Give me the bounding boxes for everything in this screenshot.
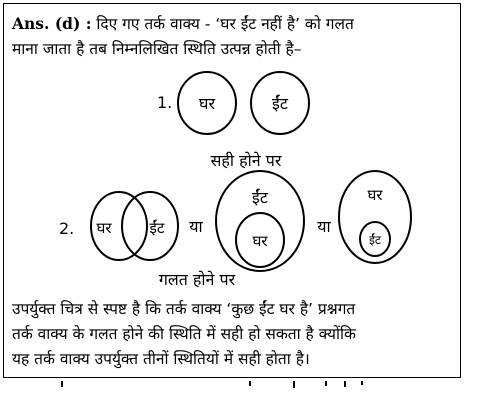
diagram-2-number: 2. (59, 219, 75, 238)
answer-label: Ans. (d) : (12, 14, 92, 33)
nested-outer-eet (216, 171, 304, 271)
answer-box (3, 3, 461, 378)
nested2-outer-ghar (339, 171, 411, 263)
nested-inner-ghar-label: घर (252, 232, 268, 250)
venn-diagrams (4, 4, 462, 379)
diagram-1-number: 1. (157, 93, 173, 112)
intro-text-2: माना जाता है तब निम्नलिखित स्थिति उत्पन्न होती है– (12, 40, 302, 58)
explanation-line-2: तर्क वाक्य के गलत होने की स्थिति में सही हो सकता है क्योंकि (12, 325, 356, 343)
nested-outer-eet-label: ईंट (252, 188, 268, 207)
explanation-line-1: उपर्युक्त चित्र से स्पष्ट है कि तर्क वाक्य ‘कुछ ईंट घर है’ प्रश्नगत (12, 300, 356, 318)
caption-true: सही होने पर (210, 151, 282, 170)
cropped-next-line (0, 381, 498, 409)
diagram-false-case (59, 171, 411, 289)
nested2-inner-eet-label: ईंट (369, 233, 381, 247)
or-text-2: या (317, 217, 331, 236)
or-text-1: या (189, 217, 203, 236)
diagram-true-case (157, 72, 309, 170)
nested2-outer-ghar-label: घर (367, 186, 383, 204)
explanation-line-3: यह तर्क वाक्य उपर्युक्त तीनों स्थितियों में सही होता है। (12, 350, 310, 368)
circle-ghar-label: घर (198, 94, 216, 113)
intro-text-1: दिए गए तर्क वाक्य - ‘घर ईंट नहीं है’ को गलत (96, 15, 354, 33)
cropped-text-marks (0, 381, 498, 409)
circle-eet-label: ईंट (272, 94, 288, 113)
overlap-label-ghar: घर (96, 219, 112, 237)
caption-false: गलत होने पर (158, 270, 236, 289)
overlap-label-eet: ईंट (149, 219, 165, 237)
